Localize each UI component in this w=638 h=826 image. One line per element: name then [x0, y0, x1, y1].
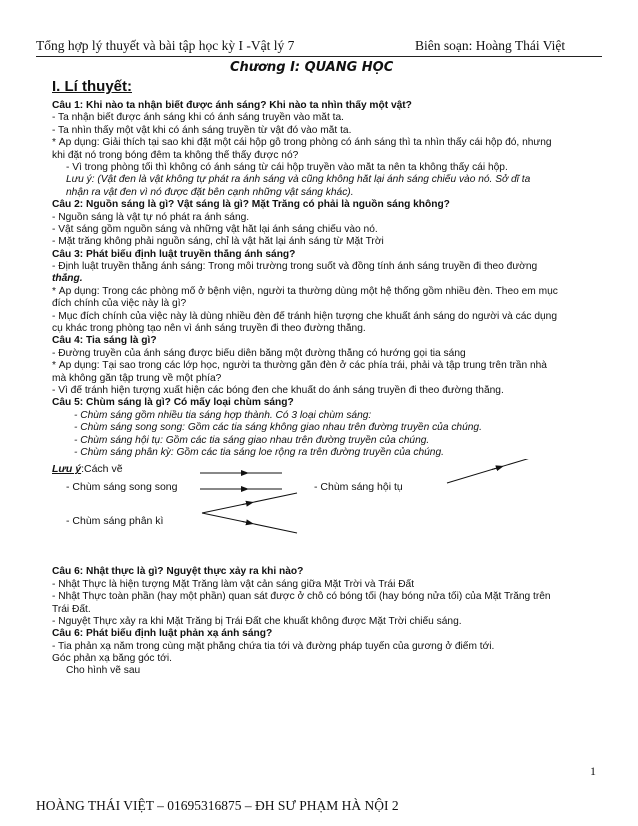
text-line: Góc phản xạ bằng góc tới. [52, 653, 172, 665]
text-line: Cho hình vẽ sau [66, 665, 141, 677]
text-line: - Chùm sáng phân kỳ: Gồm các tia sáng loe rộng ra trên đường truyền của chúng. [74, 446, 444, 458]
text-line: - Chùm sáng gồm nhiều tia sáng hợp thành. Có 3 loại chùm sáng: [74, 409, 372, 421]
text-line: mà không gắn tập trung về một phía? [52, 372, 222, 384]
text-line: - Định luật truyền thẳng ánh sáng: Trong môi trường trong suốt và đồng tính ánh sáng truyền đi theo đường [52, 261, 538, 273]
section-title: I. Lí thuyết: [52, 78, 132, 95]
text-line: khi đặt nó trong bóng đêm ta không thể thấy được nó? [52, 149, 299, 161]
text-line: Câu 3: Phát biểu định luật truyền thẳng ánh sáng? [52, 248, 296, 260]
text-line: Câu 6: Phát biểu định luật phản xạ ánh sáng? [52, 628, 273, 640]
parallel-beam-label: - Chùm sáng song song [66, 481, 178, 494]
diverging-beam-label: - Chùm sáng phân kì [66, 515, 164, 528]
text-line: Câu 6: Nhật thực là gì? Nguyệt thực xảy ra khi nào? [52, 566, 304, 578]
text-line: Trái Đất. [52, 603, 91, 615]
theory-block-1 [52, 100, 592, 459]
text-line: * Áp dụng: Tại sao trong các lớp học, người ta thường gắn đèn ở các phía trái, phải và tập trung trên trần nhà [52, 360, 547, 372]
light-beam-diagram [52, 459, 592, 566]
text-line: Câu 1: Khi nào ta nhận biết được ánh sáng? Khi nào ta nhìn thấy một vật? [52, 100, 412, 111]
text-line: Câu 2: Nguồn sáng là gì? Vật sáng là gì? Mặt Trăng có phải là nguồn sáng không? [52, 199, 450, 211]
converging-beam-label: - Chùm sáng hội tụ [314, 481, 403, 494]
text-line: * Áp dụng: Trong các phòng mổ ở bệnh viện, người ta thường dùng một hệ thống gồm nhiều đèn. Theo em mục [52, 285, 558, 297]
converging-beam-rays [447, 459, 547, 483]
page-number: 1 [590, 764, 596, 778]
text-line: thẳng. [52, 273, 83, 285]
header-divider [36, 56, 602, 57]
text-line: - Nhật Thực là hiện tượng Mặt Trăng làm vật cản sáng giữa Mặt Trời và Trái Đất [52, 578, 415, 590]
text-line: - Tia phản xạ nằm trong cùng mặt phẳng chứa tia tới và đường pháp tuyến của gương ở điểm tới. [52, 640, 495, 652]
text-line: - Vì để tránh hiện tượng xuất hiện các bóng đen che khuất do ánh sáng truyền đi theo đường thẳng. [52, 384, 504, 396]
text-line: - Đường truyền của ánh sáng được biểu diễn bằng một đường thẳng có hướng gọi tia sáng [52, 347, 466, 359]
text-line: - Nguyệt Thực xảy ra khi Mặt Trăng bị Trái Đất che khuất không được Mặt Trời chiếu sáng. [52, 615, 462, 627]
footer-text: HOÀNG THÁI VIỆT – 01695316875 – ĐH SƯ PHẠM HÀ NỘI 2 [36, 798, 399, 813]
text-line: - Chùm sáng song song: Gồm các tia sáng không giao nhau trên đường truyền của chúng. [74, 422, 482, 434]
text-line: cụ khác trong phòng tạo nên vì ánh sáng truyền đi theo đường thẳng. [52, 323, 366, 335]
text-line: - Chùm sáng hội tụ: Gồm các tia sáng giao nhau trên đường truyền của chúng. [74, 434, 430, 446]
header-right: Biên soạn: Hoàng Thái Việt [415, 38, 566, 53]
text-line: - Nguồn sáng là vật tự nó phát ra ánh sáng. [52, 211, 250, 223]
text-line: - Mục đích chính của việc này là dùng nhiều đèn để tránh hiện tượng che khuất ánh sáng do người và các dụng [52, 310, 558, 322]
parallel-beam-rays [200, 473, 282, 489]
text-line: - Vật sáng gồm nguồn sáng và những vật hắt lại ánh sáng chiếu vào nó. [52, 223, 378, 235]
text-line: Câu 4: Tia sáng là gì? [52, 335, 157, 347]
text-line: - Vì trong phòng tối thì không có ánh sáng từ cái hộp truyền vào mắt ta nên ta không thấy cái hộp. [66, 161, 508, 173]
text-line: đích chính của việc này là gì? [52, 298, 187, 310]
text-line: - Ta nhận biết được ánh sáng khi có ánh sáng truyền vào mắt ta. [52, 112, 344, 124]
text-line: - Mặt trăng không phải nguồn sáng, chỉ là vật hắt lại ánh sáng từ Mặt Trời [52, 236, 384, 248]
document-body [52, 100, 592, 678]
text-line: Lưu ý: (Vật đen là vật không tự phát ra ánh sáng và cũng không hắt lại ánh sáng chiếu vào nó. Sở dĩ ta [66, 174, 531, 186]
text-line: - Ta nhìn thấy một vật khi có ánh sáng truyền từ vật đó vào mắt ta. [52, 124, 352, 136]
theory-block-2 [52, 566, 592, 678]
beam-drawings [52, 459, 592, 566]
chapter-title: Chương I: QUANG HỌC [230, 60, 394, 75]
diagram-note-text: :Cách vẽ [81, 463, 123, 476]
text-line: - Nhật Thực toàn phần (hay một phần) quan sát được ở chỗ có bóng tối (hay bóng nửa tối) của Mặt Trăng trên [52, 591, 551, 603]
text-line: * Áp dụng: Giải thích tại sao khi đặt một cái hộp gỗ trong phòng có ánh sáng thì ta nhìn thấy cái hộp đó, nhưng [52, 137, 552, 149]
diverging-beam-rays [202, 493, 297, 533]
text-line: Câu 5: Chùm sáng là gì? Có mấy loại chùm sáng? [52, 397, 294, 409]
text-line: nhận ra vật đen vì nó được đặt bên cạnh những vật sáng khác). [66, 186, 354, 198]
header-left: Tổng hợp lý thuyết và bài tập học kỳ I -Vật lý 7 [36, 38, 295, 53]
diagram-note-label: Lưu ý [52, 463, 82, 476]
